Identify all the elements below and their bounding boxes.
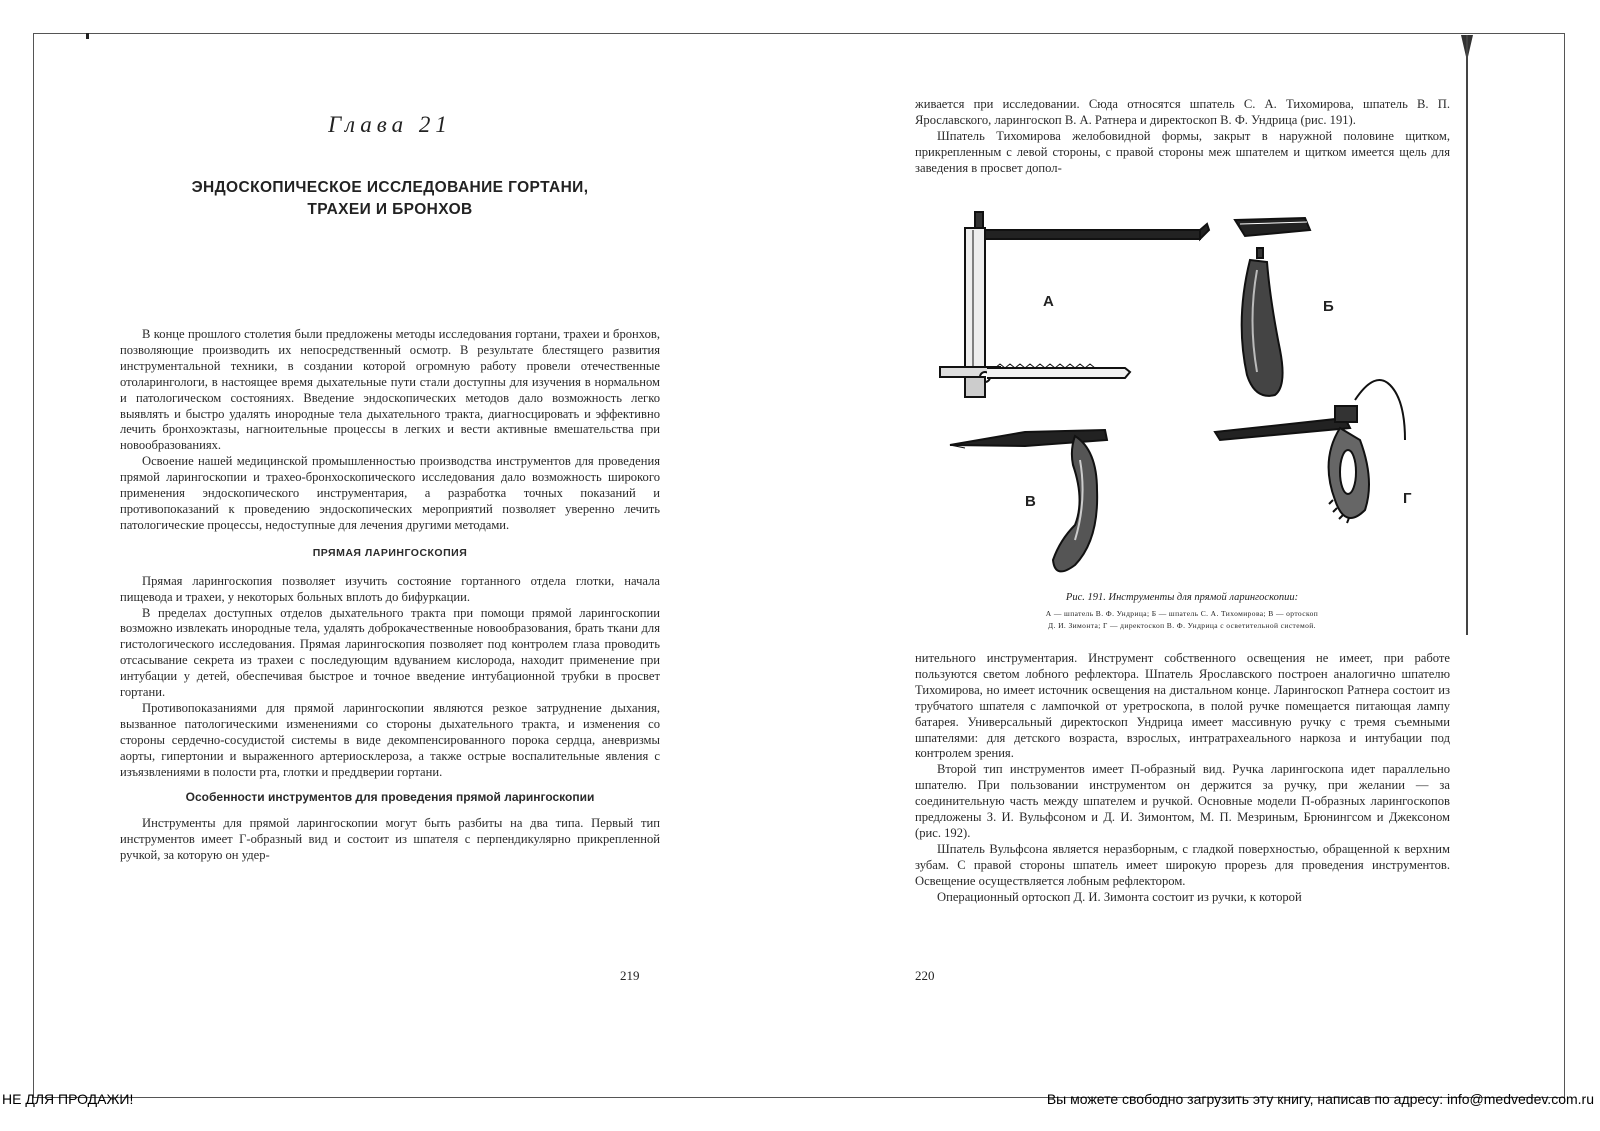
section-heading: ПРЯМАЯ ЛАРИНГОСКОПИЯ [312,546,468,559]
paragraph: живается при исследовании. Сюда относятся шпатель С. А. Тихомирова, шпатель В. П. Ярославского, ларингоскоп В. А. Ратнера и директоскоп В. Ф. Ундрица (рис. 191). [915,97,1450,127]
spine-mark-line [1466,35,1468,635]
instrument-a-drawing [940,212,1209,397]
left-page-body [120,327,660,864]
right-page-bottom-text [915,651,1450,906]
footer-download-notice: Вы можете свободно загрузить эту книгу, написав по адресу: info@medvedev.com.ru [1046,1091,1594,1107]
figure-caption [912,592,1452,632]
figure-label-g: Г [1403,490,1412,507]
chapter-number: Глава 21 [328,112,452,137]
page-number-left: 219 [620,968,640,983]
paragraph: Инструменты для прямой ларингоскопии могут быть разбиты на два типа. Первый тип инструментов имеет Г-образный вид и состоит из шпателя с перпендикулярно прикрепленной ручкой, за которую он удер- [120,816,660,863]
paragraph: Освоение нашей медицинской промышленностью производства инструментов для проведения прямой ларингоскопии и трахео-бронхоскопического исследования дало возможность широкого применения эндоскопического инструментария, а разработка точных показаний и противопоказаний к проведению эндоскопических мероприятий позволяет уверенно лечить патологические процессы, недоступные для лечения другими методами. [120,454,660,532]
page-number-right: 220 [915,968,935,983]
paragraph: В пределах доступных отделов дыхательного тракта при помощи прямой ларингоскопии возможно извлекать инородные тела, удалять доброкачественные новообразования, брать ткани для гистологического исследования. Прямая ларингоскопия позволяет под контролем глаза проводить отсасывание секрета из трахеи с последующим вдуванием кислорода, находит применение при интубации у детей, обеспечивая быстрое и точное введение интубационной трубки в просвет гортани. [120,605,660,700]
figure-label-v: В [1025,493,1036,510]
paragraph: Операционный ортоскоп Д. И. Зимонта состоит из ручки, к которой [937,889,1302,904]
paragraph: Шпатель Тихомирова желобовидной формы, закрыт в наружной половине щитком, прикрепленным с левой стороны, с правой стороны меж шпателем и щитком имеется щель для заведения в просвет допол- [915,128,1450,175]
figure-caption-title: Рис. 191. Инструменты для прямой ларингоскопии: [1065,592,1299,603]
instrument-g-drawing [1215,380,1405,523]
right-page-top-text [915,97,1450,177]
instrument-b-drawing [1235,218,1310,396]
figure-191 [935,200,1415,600]
laryngoscopy-instruments-illustration [935,200,1415,600]
paragraph: Второй тип инструментов имеет П-образный вид. Ручка ларингоскопа идет параллельно шпателю. При пользовании инструментом он держится за ручку, при желании — за соединительную часть между шпателем и ручкой. Основные модели П-образных ларингоскопов предложены З. И. Вульфсоном и Д. И. Зимонтом, М. П. Мезриным, Брюнингсом и Джексоном (рис. 192). [915,762,1450,840]
paragraph: Противопоказаниями для прямой ларингоскопии являются резкое затруднение дыхания, вызванное патологическими изменениями со стороны дыхательного тракта, и изменения со стороны сердечно-сосудистой системы в виде декомпенсированного порока сердца, аневризмы аорты, гипертонии и выраженного артериосклероза, а также острые воспалительные явления с изъязвлениями в полости рта, глотки и преддверии гортани. [120,700,660,779]
subsection-heading: Особенности инструментов для проведения прямой ларингоскопии [185,790,595,805]
paragraph: Прямая ларингоскопия позволяет изучить состояние гортанного отдела глотки, начала пищевода и трахеи, у некоторых больных вплоть до бифуркации. [120,573,660,604]
paragraph: нительного инструментария. Инструмент собственного освещения не имеет, при работе пользуются светом лобного рефлектора. Шпатель Ярославского построен аналогично шпателю Тихомирова, но имеет источник освещения на дистальном конце. Ларингоскоп Ратнера состоит из трубчатого шпателя с лампочкой от уретроскопа, в полой ручке помещается питающая лампу батарея. Универсальный директоскоп Ундрица имеет массивную ручку с тремя съемными шпателями: для детского возраста, взрослых, интратрахеального наркоза и интубации под контролем зрения. [915,651,1450,761]
figure-label-b: Б [1323,298,1334,315]
figure-label-a: А [1043,293,1054,310]
paragraph: Шпатель Вульфсона является неразборным, с гладкой поверхностью, обращенной к верхним зубам. С правой стороны шпатель имеет широкую прорезь для проведения инструментов. Освещение осуществляется лобным рефлектором. [915,841,1450,888]
footer-not-for-sale: НЕ ДЛЯ ПРОДАЖИ! [2,1091,134,1107]
figure-caption-legend-line-1: А — шпатель В. Ф. Ундрица; Б — шпатель С. А. Тихомирова; В — ортоскоп [1045,609,1319,618]
paragraph: В конце прошлого столетия были предложены методы исследования гортани, трахеи и бронхов, позволяющие производить их непосредственный осмотр. В результате блестящего развития инструментальной техники, в создании которой огромную работу провели отечественные отоларингологи, в настоящее время дыхательные пути стали доступны для изучения в нормальном и патологическом состояниях. Введение эндоскопических методов дало возможность легко выявлять и быстро удалять инородные тела дыхательного тракта, диагносцировать и эффективно лечить бронхоэктазы, нагноительные процессы в легких и вести активные вмешательства при новообразованиях. [120,327,660,453]
figure-caption-legend-line-2: Д. И. Зимонта; Г — директоскоп В. Ф. Ундрица с осветительной системой. [1048,621,1316,630]
chapter-title: ЭНДОСКОПИЧЕСКОЕ ИССЛЕДОВАНИЕ ГОРТАНИ, ТРАХЕИ И БРОНХОВ [191,179,589,218]
corner-mark [86,33,89,39]
